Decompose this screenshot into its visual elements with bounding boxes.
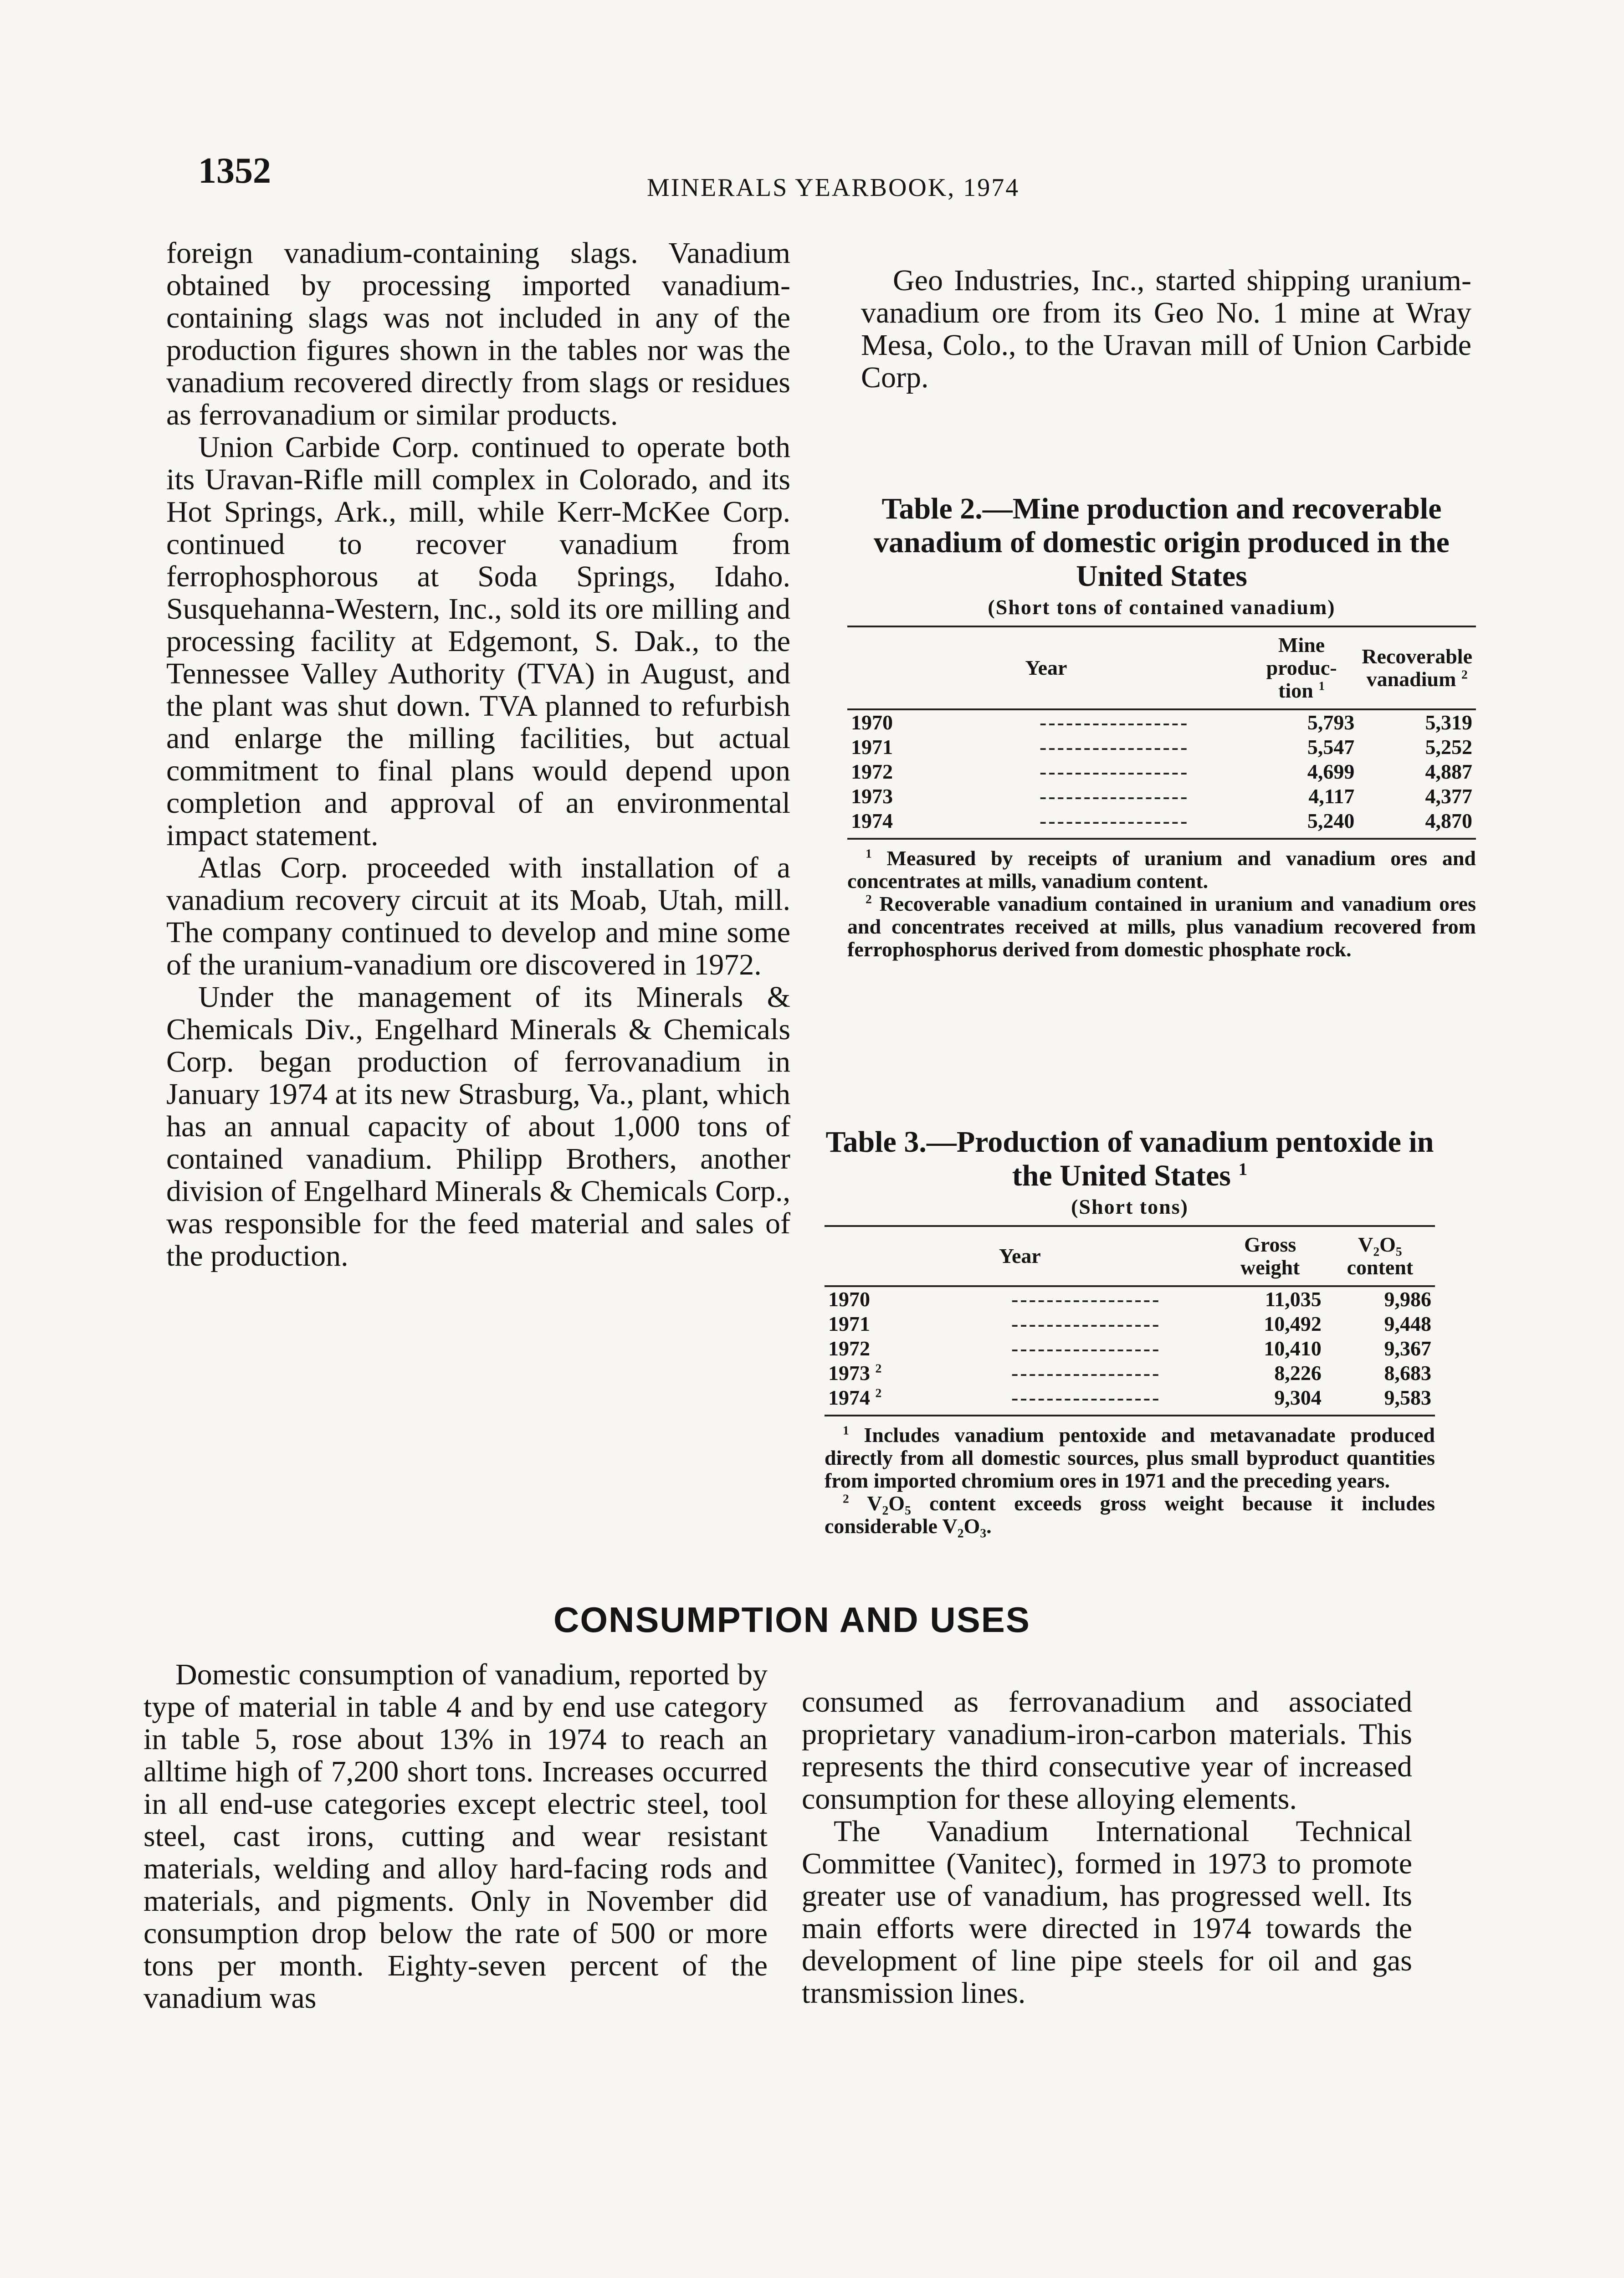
table-row: 1970 ----------------- 11,035 9,986 bbox=[825, 1286, 1435, 1312]
table-row: 1974 $^2$ ----------------- 9,304 9,583 bbox=[825, 1385, 1435, 1416]
paragraph: The Vanadium International Technical Committee (Vanitec), formed in 1973 to promote greater use of vanadium, has progressed well. Its main efforts were directed in 1974 towards the development of line pipe steels for oil and gas transmission lines. bbox=[802, 1815, 1412, 2010]
table-row: 1971 ----------------- 10,492 9,448 bbox=[828, 1312, 1431, 1335]
dot-leader: ----------------- bbox=[1008, 1385, 1215, 1416]
table-row: 1971 ----------------- 5,547 5,252 bbox=[851, 735, 1472, 759]
paragraph: foreign vanadium-containing slags. Vanadium obtained by processing imported vanadium-containing slags was not included in any of the production figures shown in the tables nor was the vanadium recovered directly from slags or residues as ferrovanadium or similar products. bbox=[166, 236, 790, 431]
table-3 bbox=[825, 1125, 1435, 1538]
table-row: 1974 ----------------- 5,240 4,870 bbox=[847, 809, 1476, 839]
right-column-bottom bbox=[802, 1686, 1412, 2009]
dot-leader: ----------------- bbox=[1040, 785, 1189, 808]
footnote: $^1$ Measured by receipts of uranium and vanadium ores and concentrates at mills, vanadium content. bbox=[847, 846, 1476, 893]
paragraph: Union Carbide Corp. continued to operate both its Uravan-Rifle mill complex in Colorado, and its Hot Springs, Ark., mill, while Kerr-McKee Corp. continued to recover vanadium from ferrophosphorous at Soda Springs, Idaho. Susquehanna-Western, Inc., sold its ore milling and processing facility at Edgemont, S. Dak., to the Tennessee Valley Authority (TVA) in August, and the plant was shut down. TVA planned to refurbish and enlarge the milling facilities, but actual commitment to final plans would depend upon completion and approval of an environmental impact statement. bbox=[166, 431, 790, 852]
paragraph: Domestic consumption of vanadium, reported by type of material in table 4 and by end use category in table 5, rose about 13% in 1974 to reach an alltime high of 7,200 short tons. Increases occurred in all end-use categories except electric steel, tool steel, cast irons, cutting and wear resistant materials, welding and alloy hard-facing rods and materials, and pigments. Only in November did consumption drop below the rate of 500 or more tons per month. Eighty-seven percent of the vanadium was bbox=[143, 1658, 768, 2015]
table-3-footnotes bbox=[825, 1424, 1435, 1538]
column-header-v2o5-content: V₂O₅ content bbox=[1325, 1226, 1435, 1286]
table-row: 1970 ----------------- 5,793 5,319 bbox=[847, 709, 1476, 735]
dot-leader: ----------------- bbox=[1040, 735, 1189, 759]
column-header-mine-production: Mine produc- tion $^1$ bbox=[1245, 626, 1358, 709]
paragraph: Atlas Corp. proceeded with installation of a vanadium recovery circuit at its Moab, Utah, mill. The company continued to develop and mine some of the uranium-vanadium ore discovered in 1972. bbox=[166, 851, 790, 981]
column-header-year: Year bbox=[825, 1226, 1215, 1286]
table-3-unit: (Short tons) bbox=[1071, 1195, 1189, 1218]
paragraph: Under the management of its Minerals & Chemicals Div., Engelhard Minerals & Chemicals Corp. began production of ferrovanadium in January 1974 at its new Strasburg, Va., plant, which has an annual capacity of about 1,000 tons of contained vanadium. Philipp Brothers, another division of Engelhard Minerals & Chemicals Corp., was responsible for the feed material and sales of the production. bbox=[166, 980, 790, 1272]
footnote: $^1$ Includes vanadium pentoxide and metavanadate produced directly from all domestic sources, plus small byproduct quantities from imported chromium ores in 1971 and the preceding years. bbox=[825, 1423, 1435, 1492]
dot-leader: ----------------- bbox=[1040, 711, 1189, 734]
dot-leader: ----------------- bbox=[1011, 1288, 1161, 1311]
column-header-gross-weight: Gross weight bbox=[1215, 1226, 1325, 1286]
dot-leader: ----------------- bbox=[1011, 1361, 1161, 1385]
page-number: 1352 bbox=[198, 151, 271, 191]
table-row: 1973 $^2$ ----------------- 8,226 8,683 bbox=[828, 1361, 1431, 1385]
dot-leader: ----------------- bbox=[1036, 809, 1245, 839]
table-2-caption: Table 2.—Mine production and recoverable vanadium of domestic origin produced in the United States bbox=[874, 492, 1450, 593]
footnote: $^2$ Recoverable vanadium contained in uranium and vanadium ores and concentrates received at mills, plus vanadium recovered from ferrophosphorus derived from domestic phosphate rock. bbox=[847, 892, 1476, 961]
running-title: MINERALS YEARBOOK, 1974 bbox=[647, 174, 1020, 202]
section-heading: CONSUMPTION AND USES bbox=[553, 1600, 1030, 1640]
table-3-caption: Table 3.—Production of vanadium pentoxide in the United States $^1$ bbox=[825, 1125, 1434, 1192]
table-3-grid bbox=[825, 1225, 1435, 1416]
dot-leader: ----------------- bbox=[1040, 760, 1189, 783]
table-row: 1972 ----------------- 10,410 9,367 bbox=[828, 1337, 1431, 1360]
column-header-year: Year bbox=[847, 626, 1245, 709]
table-2 bbox=[847, 492, 1476, 961]
paragraph: Geo Industries, Inc., started shipping uranium-vanadium ore from its Geo No. 1 mine at Wray Mesa, Colo., to the Uravan mill of Union Carbide Corp. bbox=[861, 264, 1471, 394]
table-row: 1973 ----------------- 4,117 4,377 bbox=[851, 785, 1472, 808]
footnote: $^2$ V₂O₅ content exceeds gross weight because it includes considerable V₂O₃. bbox=[825, 1491, 1435, 1538]
paragraph: consumed as ferrovanadium and associated proprietary vanadium-iron-carbon materials. This represents the third consecutive year of increased consumption for these alloying elements. bbox=[802, 1685, 1412, 1816]
left-column-top bbox=[166, 237, 790, 1272]
table-2-grid bbox=[847, 626, 1476, 840]
dot-leader: ----------------- bbox=[1011, 1337, 1161, 1360]
table-row: 1972 ----------------- 4,699 4,887 bbox=[851, 760, 1472, 783]
right-column-top bbox=[861, 264, 1471, 394]
dot-leader: ----------------- bbox=[1011, 1312, 1161, 1335]
column-header-recoverable-vanadium: Recoverable vanadium $^2$ bbox=[1358, 626, 1476, 709]
left-column-bottom bbox=[143, 1658, 768, 2014]
table-2-unit: (Short tons of contained vanadium) bbox=[988, 595, 1336, 619]
table-2-footnotes bbox=[847, 847, 1476, 961]
